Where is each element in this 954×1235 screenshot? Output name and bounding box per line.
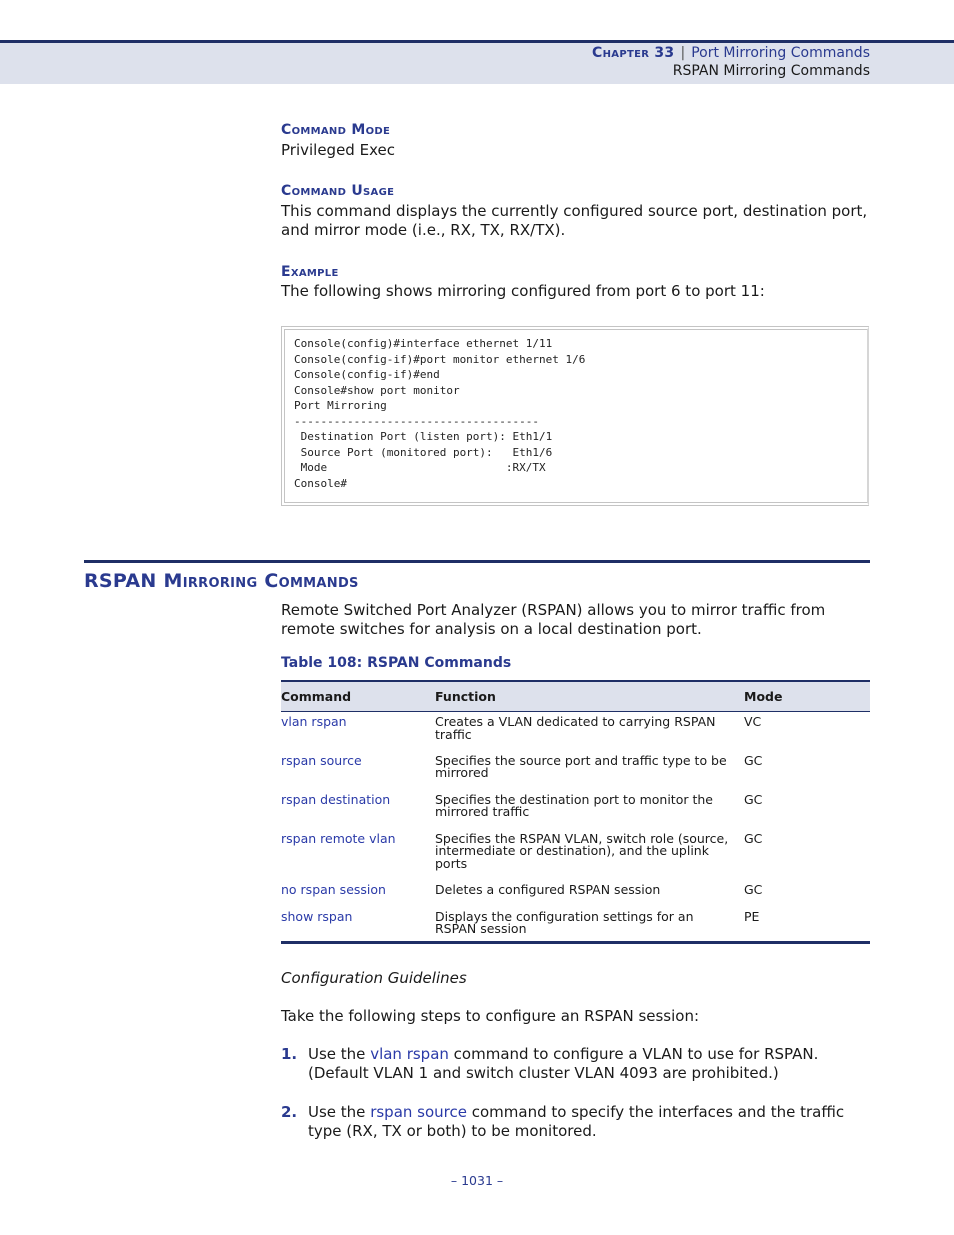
running-header-chapter — [592, 45, 870, 61]
function-cell: Specifies the destination port to monitor the mirrored traffic — [435, 791, 713, 819]
chapter-label: Chapter 33 — [592, 45, 675, 61]
command-usage-heading: Command Usage — [281, 183, 395, 199]
command-usage-text: This command displays the currently configured source port, destination port, and mirror mode (i.e., RX, TX, RX/TX). — [281, 202, 868, 239]
table-header-row — [281, 681, 870, 712]
mode-cell: GC — [744, 752, 763, 768]
mode-cell: GC — [744, 830, 763, 846]
mode-cell: GC — [744, 881, 763, 897]
command-cell — [281, 790, 435, 829]
command-cell — [281, 751, 435, 790]
command-cell — [281, 712, 435, 751]
function-cell: Specifies the RSPAN VLAN, switch role (source, intermediate or destination), and the uplink ports — [435, 830, 729, 871]
chapter-title: Port Mirroring Commands — [691, 45, 870, 61]
command-mode-heading: Command Mode — [281, 122, 391, 138]
command-cell — [281, 829, 435, 880]
step-command-link[interactable]: vlan rspan — [370, 1045, 449, 1063]
guidelines-intro: Take the following steps to configure an RSPAN session: — [281, 1007, 700, 1025]
header-function: Function — [435, 681, 744, 712]
rspan-intro: Remote Switched Port Analyzer (RSPAN) allows you to mirror traffic from remote switches for analysis on a local destination port. — [281, 601, 826, 638]
mode-cell: PE — [744, 907, 870, 943]
table-row — [281, 790, 870, 829]
step-number: 2. — [281, 1103, 298, 1121]
page-number: – 1031 – — [450, 1173, 504, 1188]
command-link[interactable]: no rspan session — [281, 881, 386, 897]
header-mode: Mode — [744, 681, 870, 712]
function-cell: Displays the configuration settings for an RSPAN session — [435, 907, 744, 943]
mode-cell: GC — [744, 791, 763, 807]
code-example: Console(config)#interface ethernet 1/11 Console(config-if)#port monitor ethernet 1/6 Console(config-if)#end Console#show port monitor Port Mirroring ------------------------------------- Destination Port (listen port): Eth1/1 Source Port (monitored port): Eth1/6 Mode :RX/TX Console# — [294, 337, 586, 490]
step-text-pre: Use the — [308, 1045, 371, 1063]
function-cell: Specifies the source port and traffic type to be mirrored — [435, 752, 727, 780]
function-cell: Deletes a configured RSPAN session — [435, 881, 661, 897]
table-caption: Table 108: RSPAN Commands — [281, 655, 512, 671]
command-link[interactable]: vlan rspan — [281, 714, 347, 729]
example-heading: Example — [281, 264, 339, 280]
function-cell: Creates a VLAN dedicated to carrying RSPAN traffic — [435, 714, 716, 742]
table-row — [281, 907, 870, 943]
command-link[interactable]: rspan remote vlan — [281, 830, 396, 846]
step-text-pre: Use the — [308, 1103, 371, 1121]
header-separator: | — [680, 45, 686, 61]
mode-cell: VC — [744, 714, 762, 729]
running-header-section: RSPAN Mirroring Commands — [672, 63, 870, 79]
step-text — [308, 1103, 873, 1141]
section-title: RSPAN Mirroring Commands — [84, 570, 359, 592]
table-row — [281, 829, 870, 880]
step-number: 1. — [281, 1045, 298, 1063]
command-link[interactable]: show rspan — [281, 908, 353, 924]
table-row — [281, 751, 870, 790]
step-text — [308, 1045, 873, 1083]
command-link[interactable]: rspan destination — [281, 791, 391, 807]
guidelines-heading: Configuration Guidelines — [281, 969, 467, 987]
command-cell — [281, 880, 435, 907]
command-cell — [281, 907, 435, 943]
table-row — [281, 880, 870, 907]
header-command: Command — [281, 681, 435, 712]
command-mode-text: Privileged Exec — [281, 141, 395, 159]
section-rule — [84, 560, 870, 563]
table-row — [281, 712, 870, 751]
step-text-post: command to specify the interfaces and the traffic type (RX, TX or both) to be monitored. — [308, 1103, 845, 1140]
command-link[interactable]: rspan source — [281, 752, 362, 768]
step-command-link[interactable]: rspan source — [370, 1103, 467, 1121]
rspan-commands-table — [281, 680, 870, 944]
step-text-post: command to configure a VLAN to use for RSPAN. (Default VLAN 1 and switch cluster VLAN 4093 are prohibited.) — [308, 1045, 819, 1082]
example-text: The following shows mirroring configured from port 6 to port 11: — [281, 282, 765, 300]
